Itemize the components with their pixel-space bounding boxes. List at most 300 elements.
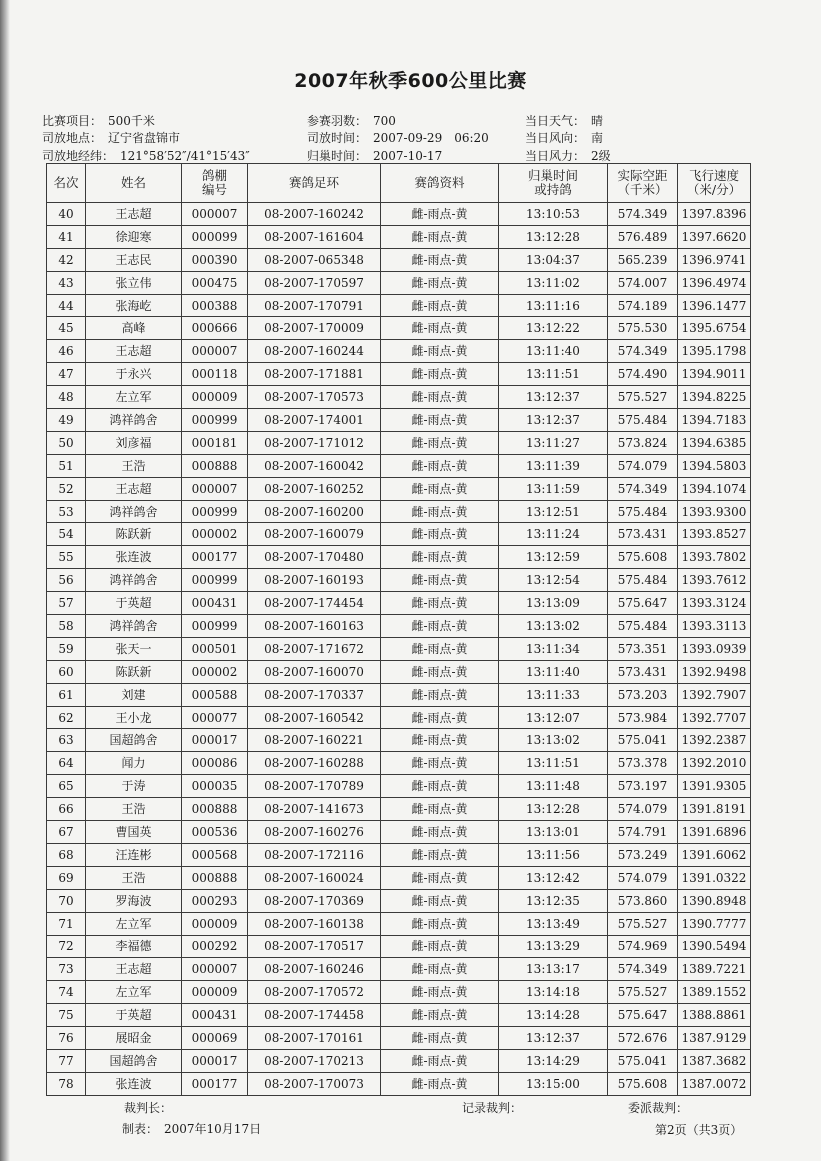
cell-loft: 000536 (182, 821, 248, 844)
cell-info: 雌-雨点-黄 (381, 592, 499, 615)
cell-distance: 575.041 (608, 729, 678, 752)
cell-info: 雌-雨点-黄 (381, 683, 499, 706)
cell-distance: 575.484 (608, 500, 678, 523)
cell-name: 徐迎寒 (86, 225, 182, 248)
release-place-label: 司放地点： (42, 131, 103, 145)
cell-loft: 000009 (182, 912, 248, 935)
cell-speed: 1393.3113 (678, 615, 751, 638)
cell-time: 13:13:01 (499, 821, 608, 844)
table-row (47, 409, 751, 432)
cell-time: 13:11:40 (499, 660, 608, 683)
cell-speed: 1392.7707 (678, 706, 751, 729)
cell-speed: 1390.8948 (678, 889, 751, 912)
cell-rank: 46 (47, 340, 86, 363)
cell-info: 雌-雨点-黄 (381, 477, 499, 500)
cell-distance: 575.608 (608, 1072, 678, 1095)
cell-name: 国超鸽舍 (86, 729, 182, 752)
cell-speed: 1391.6896 (678, 821, 751, 844)
cell-loft: 000999 (182, 569, 248, 592)
cell-info: 雌-雨点-黄 (381, 729, 499, 752)
cell-time: 13:11:48 (499, 775, 608, 798)
cell-ring: 08-2007-174001 (248, 409, 381, 432)
cell-speed: 1387.9129 (678, 1027, 751, 1050)
event-value: 500千米 (108, 114, 155, 128)
cell-speed: 1392.2387 (678, 729, 751, 752)
cell-info: 雌-雨点-黄 (381, 1049, 499, 1072)
cell-info: 雌-雨点-黄 (381, 523, 499, 546)
cell-loft: 000568 (182, 843, 248, 866)
header-time-line1: 归巢时间 (527, 168, 578, 183)
cell-speed: 1394.7183 (678, 409, 751, 432)
header-time (499, 164, 608, 203)
cell-name: 鸿祥鸽舍 (86, 409, 182, 432)
table-row (47, 340, 751, 363)
return-time-label: 归巢时间： (307, 149, 368, 163)
coords-value: 121°58′52″/41°15′43″ (120, 149, 250, 163)
cell-distance: 573.824 (608, 431, 678, 454)
cell-distance: 575.527 (608, 912, 678, 935)
cell-info: 雌-雨点-黄 (381, 889, 499, 912)
cell-name: 刘彦福 (86, 431, 182, 454)
cell-loft: 000007 (182, 340, 248, 363)
cell-speed: 1397.6620 (678, 225, 751, 248)
cell-name: 王小龙 (86, 706, 182, 729)
table-row (47, 546, 751, 569)
cell-name: 王志超 (86, 477, 182, 500)
cell-time: 13:15:00 (499, 1072, 608, 1095)
cell-distance: 573.197 (608, 775, 678, 798)
cell-rank: 58 (47, 615, 86, 638)
cell-rank: 41 (47, 225, 86, 248)
cell-speed: 1392.2010 (678, 752, 751, 775)
cell-ring: 08-2007-160252 (248, 477, 381, 500)
cell-time: 13:12:28 (499, 798, 608, 821)
cell-info: 雌-雨点-黄 (381, 912, 499, 935)
header-distance-line2: （千米） (617, 182, 668, 197)
cell-info: 雌-雨点-黄 (381, 409, 499, 432)
cell-speed: 1396.4974 (678, 271, 751, 294)
coords-info (42, 147, 250, 164)
header-name: 姓名 (86, 164, 182, 203)
cell-ring: 08-2007-161604 (248, 225, 381, 248)
recorder-label: 记录裁判： (462, 1101, 523, 1115)
cell-ring: 08-2007-171672 (248, 637, 381, 660)
cell-name: 张连波 (86, 1072, 182, 1095)
cell-loft: 000588 (182, 683, 248, 706)
cell-info: 雌-雨点-黄 (381, 615, 499, 638)
cell-ring: 08-2007-160138 (248, 912, 381, 935)
event-label: 比赛项目： (42, 114, 103, 128)
cell-loft: 000007 (182, 958, 248, 981)
cell-distance: 565.239 (608, 248, 678, 271)
header-speed-line1: 飞行速度 (688, 168, 739, 183)
wind-direction-info (525, 129, 603, 146)
cell-speed: 1389.1552 (678, 981, 751, 1004)
cell-info: 雌-雨点-黄 (381, 1004, 499, 1027)
cell-distance: 575.647 (608, 592, 678, 615)
cell-speed: 1390.5494 (678, 935, 751, 958)
cell-loft: 000002 (182, 660, 248, 683)
cell-name: 鸿祥鸽舍 (86, 500, 182, 523)
cell-loft: 000501 (182, 637, 248, 660)
cell-speed: 1389.7221 (678, 958, 751, 981)
cell-speed: 1397.8396 (678, 203, 751, 226)
cell-info: 雌-雨点-黄 (381, 958, 499, 981)
cell-rank: 48 (47, 386, 86, 409)
table-row (47, 477, 751, 500)
cell-speed: 1391.6062 (678, 843, 751, 866)
table-row (47, 660, 751, 683)
cell-ring: 08-2007-170337 (248, 683, 381, 706)
cell-speed: 1387.3682 (678, 1049, 751, 1072)
cell-speed: 1391.9305 (678, 775, 751, 798)
header-loft-line1: 鸽棚 (201, 168, 227, 183)
cell-time: 13:13:09 (499, 592, 608, 615)
chief-referee-label: 裁判长： (124, 1101, 173, 1115)
cell-ring: 08-2007-170573 (248, 386, 381, 409)
cell-info: 雌-雨点-黄 (381, 340, 499, 363)
cell-name: 张海屹 (86, 294, 182, 317)
cell-speed: 1391.8191 (678, 798, 751, 821)
cell-distance: 574.079 (608, 454, 678, 477)
table-row (47, 386, 751, 409)
cell-speed: 1392.7907 (678, 683, 751, 706)
entries-info (307, 112, 396, 129)
cell-loft: 000086 (182, 752, 248, 775)
table-row (47, 615, 751, 638)
cell-loft: 000002 (182, 523, 248, 546)
cell-speed: 1393.8527 (678, 523, 751, 546)
cell-time: 13:11:34 (499, 637, 608, 660)
cell-info: 雌-雨点-黄 (381, 386, 499, 409)
cell-time: 13:14:29 (499, 1049, 608, 1072)
table-row (47, 637, 751, 660)
return-time-value: 2007-10-17 (373, 149, 443, 163)
cell-ring: 08-2007-171012 (248, 431, 381, 454)
cell-name: 展昭金 (86, 1027, 182, 1050)
cell-distance: 574.791 (608, 821, 678, 844)
cell-rank: 60 (47, 660, 86, 683)
table-row (47, 592, 751, 615)
cell-time: 13:11:33 (499, 683, 608, 706)
cell-ring: 08-2007-160244 (248, 340, 381, 363)
cell-name: 曹国英 (86, 821, 182, 844)
header-distance-line1: 实际空距 (617, 168, 668, 183)
cell-rank: 53 (47, 500, 86, 523)
cell-info: 雌-雨点-黄 (381, 500, 499, 523)
cell-distance: 573.860 (608, 889, 678, 912)
cell-loft: 000888 (182, 798, 248, 821)
cell-loft: 000888 (182, 866, 248, 889)
cell-name: 鸿祥鸽舍 (86, 569, 182, 592)
cell-ring: 08-2007-170369 (248, 889, 381, 912)
scan-edge-shadow (0, 0, 10, 1161)
cell-name: 罗海波 (86, 889, 182, 912)
results-body (47, 203, 751, 1096)
release-time-info (307, 129, 489, 146)
cell-name: 李福德 (86, 935, 182, 958)
cell-time: 13:13:17 (499, 958, 608, 981)
table-row (47, 752, 751, 775)
cell-ring: 08-2007-160276 (248, 821, 381, 844)
table-row (47, 775, 751, 798)
cell-time: 13:11:16 (499, 294, 608, 317)
cell-loft: 000999 (182, 500, 248, 523)
cell-distance: 574.349 (608, 477, 678, 500)
cell-loft: 000099 (182, 225, 248, 248)
cell-rank: 72 (47, 935, 86, 958)
cell-speed: 1394.6385 (678, 431, 751, 454)
cell-rank: 42 (47, 248, 86, 271)
page-title: 2007年秋季600公里比赛 (294, 70, 527, 92)
cell-speed: 1388.8861 (678, 1004, 751, 1027)
cell-rank: 77 (47, 1049, 86, 1072)
table-row (47, 271, 751, 294)
cell-distance: 575.530 (608, 317, 678, 340)
cell-rank: 55 (47, 546, 86, 569)
cell-loft: 000888 (182, 454, 248, 477)
cell-distance: 576.489 (608, 225, 678, 248)
cell-info: 雌-雨点-黄 (381, 843, 499, 866)
cell-loft: 000475 (182, 271, 248, 294)
release-place-value: 辽宁省盘锦市 (108, 131, 181, 145)
cell-loft: 000431 (182, 592, 248, 615)
cell-speed: 1393.0939 (678, 637, 751, 660)
cell-name: 王浩 (86, 798, 182, 821)
cell-info: 雌-雨点-黄 (381, 271, 499, 294)
cell-time: 13:11:24 (499, 523, 608, 546)
wind-force-label: 当日风力： (525, 149, 586, 163)
cell-info: 雌-雨点-黄 (381, 637, 499, 660)
header-distance (608, 164, 678, 203)
return-time-info (307, 147, 442, 164)
cell-info: 雌-雨点-黄 (381, 431, 499, 454)
cell-time: 13:11:51 (499, 363, 608, 386)
cell-name: 刘建 (86, 683, 182, 706)
cell-ring: 08-2007-160193 (248, 569, 381, 592)
cell-info: 雌-雨点-黄 (381, 866, 499, 889)
header-time-line2: 或持鸽 (534, 182, 572, 197)
cell-rank: 64 (47, 752, 86, 775)
cell-info: 雌-雨点-黄 (381, 660, 499, 683)
cell-distance: 574.079 (608, 798, 678, 821)
cell-info: 雌-雨点-黄 (381, 203, 499, 226)
cell-distance: 575.527 (608, 386, 678, 409)
cell-ring: 08-2007-170009 (248, 317, 381, 340)
cell-time: 13:13:02 (499, 615, 608, 638)
cell-name: 左立军 (86, 386, 182, 409)
cell-info: 雌-雨点-黄 (381, 569, 499, 592)
cell-loft: 000007 (182, 203, 248, 226)
cell-time: 13:12:54 (499, 569, 608, 592)
cell-rank: 49 (47, 409, 86, 432)
cell-time: 13:12:51 (499, 500, 608, 523)
cell-speed: 1393.7612 (678, 569, 751, 592)
cell-info: 雌-雨点-黄 (381, 363, 499, 386)
cell-distance: 575.527 (608, 981, 678, 1004)
cell-name: 于英超 (86, 592, 182, 615)
cell-name: 张天一 (86, 637, 182, 660)
cell-time: 13:12:35 (499, 889, 608, 912)
cell-time: 13:13:49 (499, 912, 608, 935)
cell-distance: 575.484 (608, 615, 678, 638)
table-row (47, 1004, 751, 1027)
wind-direction-value: 南 (591, 131, 604, 145)
cell-rank: 45 (47, 317, 86, 340)
cell-rank: 56 (47, 569, 86, 592)
cell-info: 雌-雨点-黄 (381, 546, 499, 569)
entries-value: 700 (373, 114, 396, 128)
cell-rank: 62 (47, 706, 86, 729)
cell-name: 王浩 (86, 454, 182, 477)
cell-rank: 44 (47, 294, 86, 317)
cell-name: 张立伟 (86, 271, 182, 294)
cell-speed: 1395.1798 (678, 340, 751, 363)
cell-rank: 69 (47, 866, 86, 889)
cell-name: 于涛 (86, 775, 182, 798)
cell-loft: 000999 (182, 615, 248, 638)
cell-time: 13:11:59 (499, 477, 608, 500)
cell-distance: 575.647 (608, 1004, 678, 1027)
cell-speed: 1391.0322 (678, 866, 751, 889)
wind-direction-label: 当日风向： (525, 131, 586, 145)
cell-name: 王志超 (86, 340, 182, 363)
table-row (47, 798, 751, 821)
cell-info: 雌-雨点-黄 (381, 821, 499, 844)
table-row (47, 523, 751, 546)
event-info (42, 112, 155, 129)
table-row (47, 889, 751, 912)
weather-info (525, 112, 603, 129)
cell-ring: 08-2007-160163 (248, 615, 381, 638)
cell-rank: 68 (47, 843, 86, 866)
table-row (47, 912, 751, 935)
table-row (47, 981, 751, 1004)
cell-loft: 000292 (182, 935, 248, 958)
header-rank: 名次 (47, 164, 86, 203)
cell-time: 13:04:37 (499, 248, 608, 271)
cell-time: 13:14:18 (499, 981, 608, 1004)
cell-time: 13:12:37 (499, 1027, 608, 1050)
cell-loft: 000181 (182, 431, 248, 454)
weather-value: 晴 (591, 114, 604, 128)
header-ring: 赛鸽足环 (248, 164, 381, 203)
cell-name: 鸿祥鸽舍 (86, 615, 182, 638)
table-row (47, 706, 751, 729)
table-row (47, 958, 751, 981)
cell-ring: 08-2007-174458 (248, 1004, 381, 1027)
cell-info: 雌-雨点-黄 (381, 317, 499, 340)
cell-ring: 08-2007-160246 (248, 958, 381, 981)
cell-ring: 08-2007-160042 (248, 454, 381, 477)
table-row (47, 1049, 751, 1072)
header-speed (678, 164, 751, 203)
cell-time: 13:12:37 (499, 409, 608, 432)
cell-ring: 08-2007-160542 (248, 706, 381, 729)
cell-info: 雌-雨点-黄 (381, 1027, 499, 1050)
release-time-label: 司放时间： (307, 131, 368, 145)
cell-ring: 08-2007-160242 (248, 203, 381, 226)
cell-ring: 08-2007-170572 (248, 981, 381, 1004)
table-row (47, 225, 751, 248)
table-row (47, 683, 751, 706)
cell-distance: 573.249 (608, 843, 678, 866)
table-row (47, 500, 751, 523)
cell-loft: 000999 (182, 409, 248, 432)
assigned-referee-label: 委派裁判： (628, 1101, 689, 1115)
cell-loft: 000009 (182, 386, 248, 409)
header-speed-line2: （米/分） (686, 182, 742, 197)
cell-rank: 76 (47, 1027, 86, 1050)
table-row (47, 866, 751, 889)
cell-ring: 08-2007-170073 (248, 1072, 381, 1095)
cell-rank: 75 (47, 1004, 86, 1027)
header-loft-line2: 编号 (201, 182, 227, 197)
cell-ring: 08-2007-170517 (248, 935, 381, 958)
cell-rank: 50 (47, 431, 86, 454)
release-place-info (42, 129, 180, 146)
cell-speed: 1387.0072 (678, 1072, 751, 1095)
cell-time: 13:12:42 (499, 866, 608, 889)
cell-time: 13:11:56 (499, 843, 608, 866)
cell-distance: 573.431 (608, 660, 678, 683)
cell-speed: 1394.1074 (678, 477, 751, 500)
cell-info: 雌-雨点-黄 (381, 798, 499, 821)
cell-rank: 74 (47, 981, 86, 1004)
table-row (47, 363, 751, 386)
table-row (47, 729, 751, 752)
cell-time: 13:12:28 (499, 225, 608, 248)
cell-distance: 575.484 (608, 409, 678, 432)
cell-info: 雌-雨点-黄 (381, 752, 499, 775)
cell-speed: 1393.7802 (678, 546, 751, 569)
cell-speed: 1395.6754 (678, 317, 751, 340)
table-row (47, 1027, 751, 1050)
cell-ring: 08-2007-160221 (248, 729, 381, 752)
cell-loft: 000077 (182, 706, 248, 729)
cell-loft: 000666 (182, 317, 248, 340)
cell-distance: 575.041 (608, 1049, 678, 1072)
cell-loft: 000177 (182, 1072, 248, 1095)
table-row (47, 821, 751, 844)
cell-distance: 575.484 (608, 569, 678, 592)
cell-speed: 1393.3124 (678, 592, 751, 615)
cell-rank: 54 (47, 523, 86, 546)
cell-rank: 66 (47, 798, 86, 821)
table-row (47, 431, 751, 454)
cell-speed: 1390.7777 (678, 912, 751, 935)
cell-speed: 1394.5803 (678, 454, 751, 477)
cell-rank: 65 (47, 775, 86, 798)
table-header-row (47, 164, 751, 203)
cell-loft: 000009 (182, 981, 248, 1004)
made-date: 制表： 2007年10月17日 (122, 1122, 262, 1136)
cell-rank: 71 (47, 912, 86, 935)
cell-name: 王浩 (86, 866, 182, 889)
cell-name: 张连波 (86, 546, 182, 569)
cell-rank: 47 (47, 363, 86, 386)
cell-loft: 000017 (182, 1049, 248, 1072)
cell-rank: 43 (47, 271, 86, 294)
cell-time: 13:11:51 (499, 752, 608, 775)
cell-loft: 000293 (182, 889, 248, 912)
cell-time: 13:14:28 (499, 1004, 608, 1027)
cell-info: 雌-雨点-黄 (381, 706, 499, 729)
cell-time: 13:12:59 (499, 546, 608, 569)
cell-loft: 000390 (182, 248, 248, 271)
cell-ring: 08-2007-170480 (248, 546, 381, 569)
cell-time: 13:10:53 (499, 203, 608, 226)
